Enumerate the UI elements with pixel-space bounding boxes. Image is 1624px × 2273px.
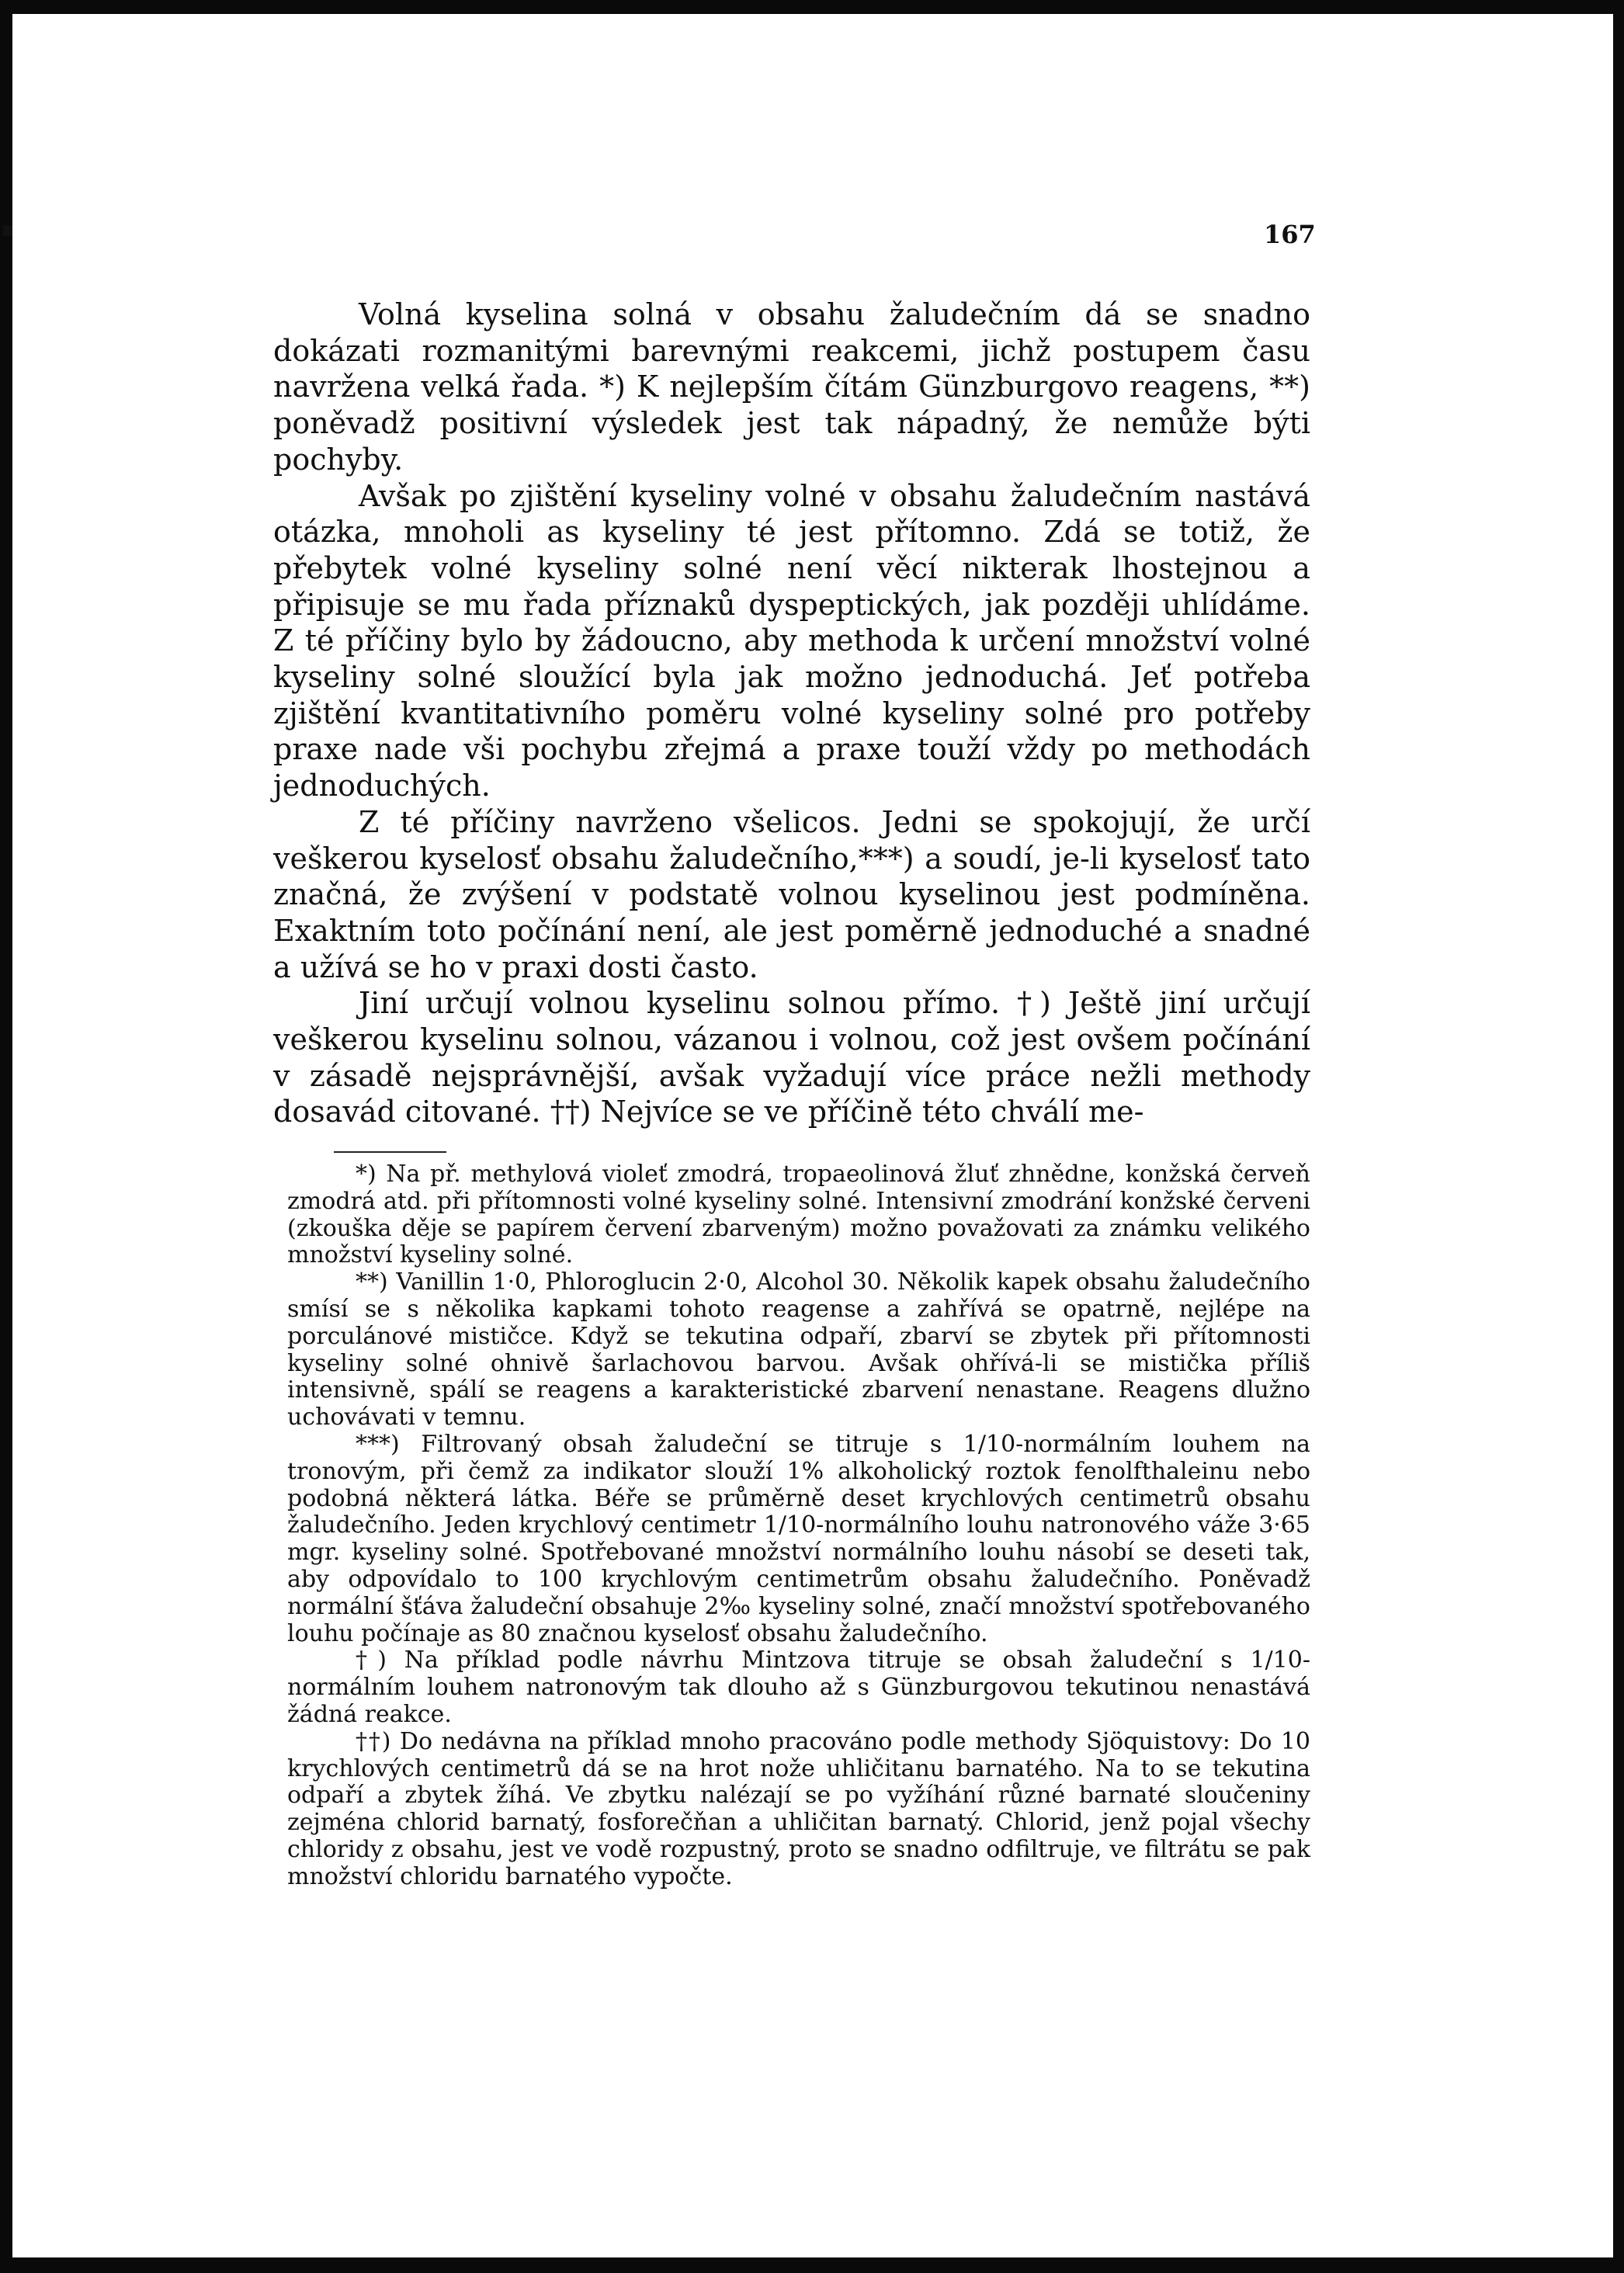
footnote: *) Na př. methylová violeť zmodrá, tropaeolinová žluť zhnědne, konžská červeň zmodrá atd. při přítomnosti volné kyseliny solné. Intensivní zmodrání konžské červeni (zkouška děje se papírem červení zbarveným) možno považovati za známku velikého množství kyseliny solné. (287, 1161, 1310, 1269)
footnote: **) Vanillin 1·0, Phloroglucin 2·0, Alcohol 30. Několik kapek obsahu žaludečního smísí se s několika kapkami tohoto reagense a zahřívá se opatrně, nejlépe na porculánové mističce. Když se tekutina odpaří, zbarví se zbytek při přítomnosti kyseliny solné ohnivě šarlachovou barvou. Avšak ohřívá-li se mistička příliš intensivně, spálí se reagens a karakteristické zbarvení nenastane. Reagens dlužno uchovávati v temnu. (287, 1268, 1310, 1431)
paragraph: Volná kyselina solná v obsahu žaludečním dá se snadno dokázati rozmanitými barevnými reakcemi, jichž postupem času navržena velká řada. *) K nejlepším čítám Günzburgovo reagens, **) poněvadž positivní výsledek jest tak nápadný, že nemůže býti pochyby. (273, 297, 1310, 477)
paragraph: Z té příčiny navrženo všelicos. Jedni se spokojují, že určí veškerou kyselosť obsahu žaludečního,***) a soudí, je-li kyselosť tato značná, že zvýšení v podstatě volnou kyselinou jest podmíněna. Exaktním toto počínání není, ale jest poměrně jednoduché a snadné a užívá se ho v praxi dosti často. (273, 804, 1310, 984)
paragraph: Jiní určují volnou kyselinu solnou přímo. †) Ještě jiní určují veškerou kyselinu solnou, vázanou i volnou, což jest ovšem počínání v zásadě nejsprávnější, avšak vyžadují více práce nežli methody dosavád citované. ††) Nejvíce se ve příčině této chválí me- (273, 986, 1310, 1130)
page-number: 167 (1264, 220, 1316, 249)
footnote: ††) Do nedávna na příklad mnoho pracováno podle methody Sjöquistovy: Do 10 krychlových centimetrů dá se na hrot nože uhličitanu barnatého. Na to se tekutina odpaří a zbytek žíhá. Ve zbytku nalézají se po vyžíhání různé barnaté sloučeniny zejména chlorid barnatý, fosforečňan a uhličitan barnatý. Chlorid, jenž pojal všechy chloridy z obsahu, jest ve vodě rozpustný, proto se snadno odfiltruje, ve filtrátu se pak množství chloridu barnatého vypočte. (287, 1727, 1310, 1890)
fraction: 1/10 (1250, 1647, 1303, 1674)
scan-border (0, 0, 12, 2273)
body-text (273, 297, 1310, 1130)
footnote-divider (334, 1151, 446, 1153)
percent: 1% (786, 1457, 824, 1485)
footnotes (287, 1161, 1310, 1891)
paragraph: Avšak po zjištění kyseliny volné v obsahu žaludečním nastává otázka, mnoholi as kyseliny té jest přítomno. Zdá se totiž, že přebytek volné kyseliny solné není věcí nikterak lhostejnou a připisuje se mu řada příznaků dyspeptických, jak později uhlídáme. Z té příčiny bylo by žádoucno, aby methoda k určení množství volné kyseliny solné sloužící byla jak možno jednoduchá. Jeť potřeba zjištění kvantitativního poměru volné kyseliny solné pro potřeby praxe nade vši pochybu zřejmá a praxe touží vždy po methodách jednoduchých. (273, 478, 1310, 803)
footnote: †) Na příklad podle návrhu Mintzova titruje se obsah žaludeční s 1/10-normálním louhem natronovým tak dlouho až s Günzburgovou tekutinou nenastává žádná reakce. (287, 1647, 1310, 1728)
permille: 2‰ (704, 1592, 751, 1620)
fraction: 1/10 (763, 1511, 817, 1539)
footnote: ***) Filtrovaný obsah žaludeční se titruje s 1/10-normálním louhem na tronovým, při čemž za indikator slouží 1% alkoholický roztok fenolfthaleinu nebo podobná některá látka. Béře se průměrně deset krychlových centimetrů obsahu žaludečního. Jeden krychlový centimetr 1/10-normálního louhu natronového váže 3·65 mgr. kyseliny solné. Spotřebované množství normálního louhu násobí se deseti tak, aby odpovídalo to 100 krychlovým centimetrům obsahu žaludečního. Poněvadž normální šťáva žaludeční obsahuje 2‰ kyseliny solné, značí množství spotřebovaného louhu počínaje as 80 značnou kyselosť obsahu žaludečního. (287, 1430, 1311, 1647)
fraction: 1/10 (963, 1430, 1016, 1458)
